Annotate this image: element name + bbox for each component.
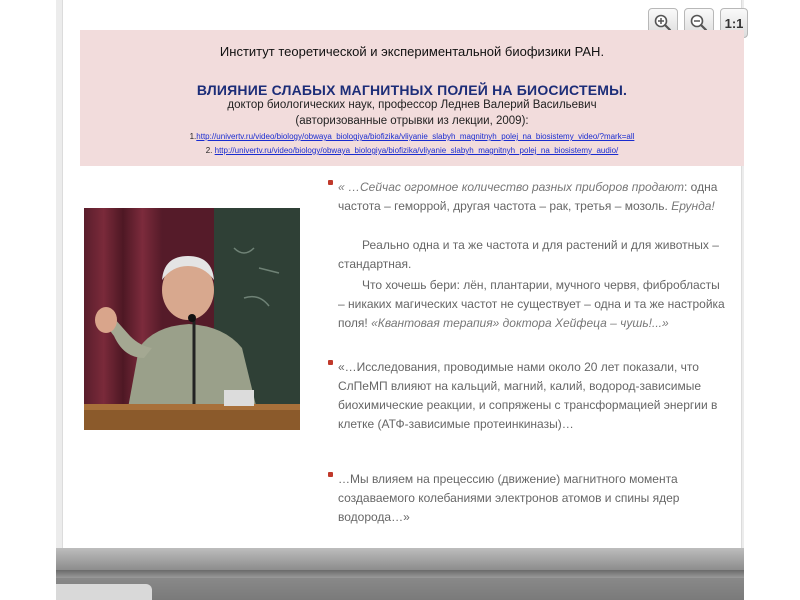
bullet-marker [328, 180, 333, 185]
bottom-toolbar [56, 548, 744, 600]
quote-text-italic: «Квантовая терапия» доктора Хейфеца – чушь!...» [371, 316, 669, 330]
toolbar-shelf [56, 570, 744, 578]
audio-link[interactable]: http://univertv.ru/video/biology/obwaya_biologiya/biofizika/vliyanie_slabyh_magnitnyh_polej_na_biosistemy_audio/ [214, 146, 619, 155]
lecturer-photo-image [84, 208, 300, 430]
zoom-reset-label: 1:1 [724, 15, 744, 31]
slide-title: ВЛИЯНИЕ СЛАБЫХ МАГНИТНЫХ ПОЛЕЙ НА БИОСИСТЕМЫ. [196, 82, 628, 98]
quote-text: : одна частота – геморрой, другая частота – рак, третья – мозоль. [338, 180, 718, 213]
precession-paragraph [338, 470, 728, 527]
slide-header [80, 30, 744, 166]
quote-text: Что хочешь бери: лён, плантарии, мучного червя, фибробласты – никаких магических частот не существует – одна и та же настройка поля! [338, 278, 725, 330]
bullet-marker [328, 360, 333, 365]
research-paragraph [338, 358, 728, 434]
quote-text-italic: Ерунда! [671, 199, 715, 213]
bullet-marker [328, 472, 333, 477]
link-number: 1. [189, 132, 197, 141]
quote-paragraph [338, 178, 728, 216]
quote-paragraph: Реально одна и та же частота и для растений и для животных – стандартная. [338, 238, 719, 271]
precession-text: …Мы влияем на прецессию (движение) магнитного момента создаваемого колебаниями электронов атомов и спины ядер водорода…» [338, 472, 680, 524]
subtitle-line: (авторизованные отрывки из лекции, 2009): [295, 115, 529, 127]
institute-name: Институт теоретической и экспериментальной биофизики РАН. [219, 44, 605, 59]
quote-paragraph [338, 276, 728, 333]
video-link-row [80, 132, 744, 141]
link-number: 2. [205, 146, 213, 155]
quote-text-italic: « …Сейчас огромное количество разных приборов продают [338, 180, 684, 194]
research-text: «…Исследования, проводимые нами около 20 лет показали, что СлПеМП влияют на кальций, магний, калий, водород-зависимые биохимические реакции, и сопряжены с трансформацией энергии в клетке (АТФ-зависимые протеинкиназы)… [338, 360, 718, 431]
author-line: доктор биологических наук, профессор Леднев Валерий Васильевич [227, 99, 597, 111]
bottom-tab[interactable] [56, 584, 152, 600]
audio-link-row [80, 146, 744, 155]
video-link[interactable]: http://univertv.ru/video/biology/obwaya_biologiya/biofizika/vliyanie_slabyh_magnitnyh_polej_na_biosistemy_video/?mark=all [196, 132, 635, 141]
lecturer-photo [84, 208, 300, 430]
